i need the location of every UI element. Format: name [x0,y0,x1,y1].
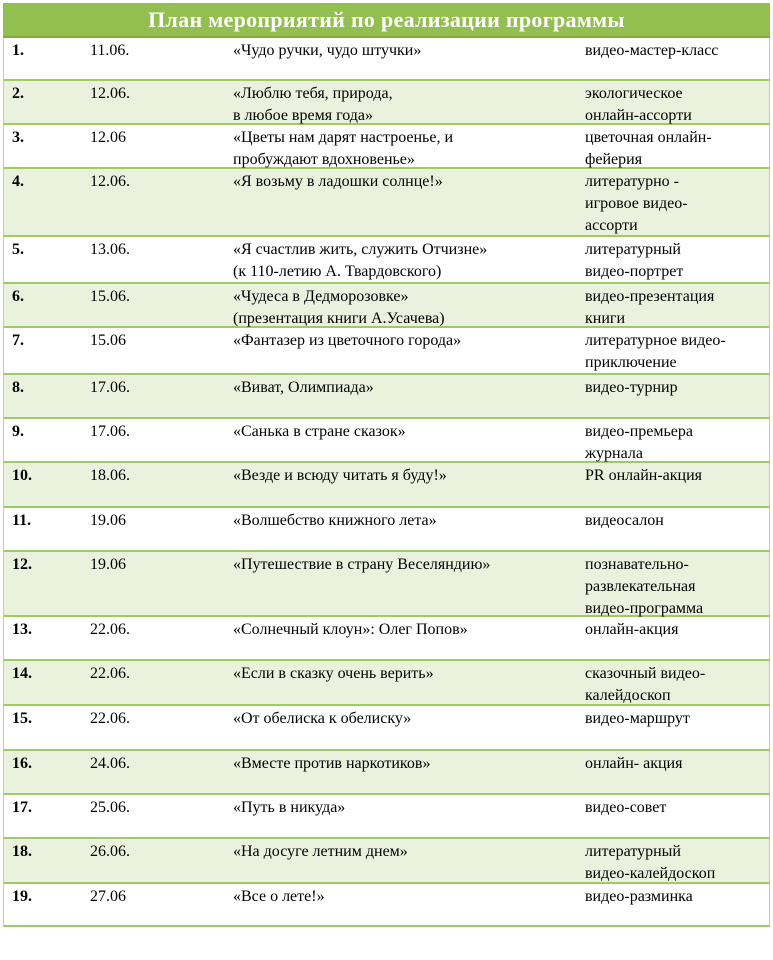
row-date: 17.06. [90,379,130,396]
table-row [3,839,770,884]
row-number: 11. [12,512,32,529]
row-date: 15.06. [90,288,130,305]
row-number: 18. [12,843,32,860]
row-event-type: сказочный видео- калейдоскоп [585,665,706,704]
row-event-title: «Люблю тебя, природа, в любое время года» [233,85,393,124]
row-event-type: литературное видео- приключение [585,332,726,371]
row-event-type: PR онлайн-акция [585,467,703,484]
row-date: 18.06. [90,467,130,484]
row-date: 26.06. [90,843,130,860]
table-row [3,328,770,375]
table-row [3,81,770,125]
row-event-title: «Если в сказку очень верить» [233,665,434,682]
row-event-title: «Чудеса в Дедморозовке» (презентация книги А.Усачева) [233,288,445,327]
table-row [3,169,770,237]
row-event-type: экологическое онлайн-ассорти [585,85,692,124]
table-row [3,751,770,795]
row-date: 15.06 [90,332,126,349]
row-event-title: «Фантазер из цветочного города» [233,332,462,349]
table-row [3,375,770,419]
table-row [3,884,770,927]
row-event-title: «На досуге летним днем» [233,843,408,860]
table-row [3,38,770,81]
row-date: 12.06. [90,173,130,190]
table-row [3,706,770,751]
row-number: 15. [12,710,32,727]
row-event-type: литературный видео-калейдоскоп [585,843,716,882]
row-number: 2. [12,85,24,102]
row-event-title: «Путь в никуда» [233,799,346,816]
row-number: 9. [12,423,24,440]
row-number: 5. [12,241,24,258]
table-row [3,795,770,839]
row-number: 13. [12,621,32,638]
row-event-title: «Вместе против наркотиков» [233,755,431,772]
table-row [3,284,770,328]
row-event-type: видео-турнир [585,379,678,396]
row-event-title: «От обелиска к обелиску» [233,710,412,727]
row-date: 12.06. [90,85,130,102]
table-row [3,552,770,617]
row-number: 14. [12,665,32,682]
row-number: 17. [12,799,32,816]
row-number: 19. [12,888,32,905]
table-row [3,419,770,463]
row-date: 17.06. [90,423,130,440]
row-event-title: «Солнечный клоун»: Олег Попов» [233,621,468,638]
row-date: 11.06. [90,42,130,59]
row-event-type: цветочная онлайн- фейерия [585,129,712,168]
row-date: 19.06 [90,556,126,573]
table-row [3,463,770,508]
table-row [3,661,770,706]
row-date: 12.06 [90,129,126,146]
table-row [3,508,770,552]
row-event-type: видео-совет [585,799,667,816]
table-row [3,125,770,169]
row-event-type: познавательно- развлекательная видео-программа [585,556,704,617]
row-date: 27.06 [90,888,126,905]
row-number: 1. [12,42,24,59]
row-date: 22.06. [90,621,130,638]
row-event-title: «Все о лете!» [233,888,325,905]
row-event-title: «Санька в стране сказок» [233,423,406,440]
row-date: 24.06. [90,755,130,772]
row-date: 13.06. [90,241,130,258]
table-row [3,617,770,661]
row-event-title: «Цветы нам дарят настроенье, и пробуждают вдохновенье» [233,129,454,168]
row-event-type: видео-маршрут [585,710,690,727]
row-event-title: «Я возьму в ладошки солнце!» [233,173,443,190]
row-number: 16. [12,755,32,772]
row-number: 10. [12,467,32,484]
row-date: 22.06. [90,710,130,727]
row-event-title: «Чудо ручки, чудо штучки» [233,42,422,59]
row-number: 6. [12,288,24,305]
row-event-type: видео-мастер-класс [585,42,719,59]
row-event-title: «Волшебство книжного лета» [233,512,437,529]
row-number: 4. [12,173,24,190]
row-event-type: видео-премьера журнала [585,423,693,462]
row-event-type: видео-разминка [585,888,693,905]
row-number: 12. [12,556,32,573]
table-row [3,237,770,284]
row-date: 19.06 [90,512,126,529]
row-event-type: литературный видео-портрет [585,241,684,280]
row-number: 7. [12,332,24,349]
row-number: 8. [12,379,24,396]
row-event-type: литературно - игровое видео- ассорти [585,173,688,234]
table-title: План мероприятий по реализации программы [3,3,770,38]
row-event-type: видео-презентация книги [585,288,715,327]
events-plan-table [3,3,770,957]
row-date: 22.06. [90,665,130,682]
row-date: 25.06. [90,799,130,816]
row-event-type: онлайн-акция [585,621,679,638]
row-event-type: онлайн- акция [585,755,683,772]
row-event-type: видеосалон [585,512,664,529]
row-number: 3. [12,129,24,146]
row-event-title: «Я счастлив жить, служить Отчизне» (к 110-летию А. Твардовского) [233,241,488,280]
row-event-title: «Путешествие в страну Веселяндию» [233,556,491,573]
row-event-title: «Везде и всюду читать я буду!» [233,467,447,484]
table-body [3,38,770,927]
row-event-title: «Виват, Олимпиада» [233,379,374,396]
